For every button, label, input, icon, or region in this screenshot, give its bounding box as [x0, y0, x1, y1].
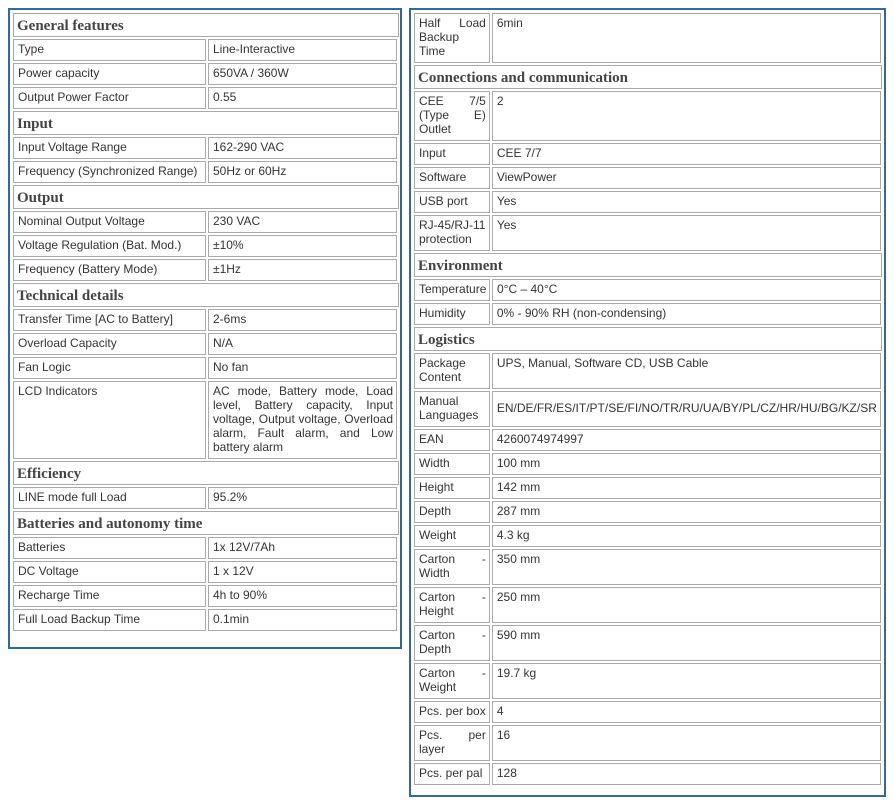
spec-value: 4h to 90%	[208, 585, 397, 607]
spec-label: Fan Logic	[13, 357, 206, 379]
spec-label: Batteries	[13, 537, 206, 559]
spec-label: Pcs. per box	[414, 701, 490, 723]
spec-row	[414, 143, 881, 165]
spec-label: Software	[414, 167, 490, 189]
spec-row	[414, 191, 881, 213]
spec-value: No fan	[208, 357, 397, 379]
spec-value: Yes	[492, 191, 881, 213]
spec-label: DC Voltage	[13, 561, 206, 583]
spec-label: CEE 7/5 (Type E) Outlet	[414, 91, 490, 141]
spec-value: 19.7 kg	[492, 663, 881, 699]
spec-label: Half Load Backup Time	[414, 13, 490, 63]
spec-label: RJ-45/RJ-11 protection	[414, 215, 490, 251]
section-title: Input	[13, 111, 399, 135]
spec-label: Voltage Regulation (Bat. Mod.)	[13, 235, 206, 257]
spec-value: 2	[492, 91, 881, 141]
spec-value: 0°C – 40°C	[492, 279, 881, 301]
spec-row	[414, 279, 881, 301]
spec-row	[13, 63, 397, 85]
spec-row	[414, 167, 881, 189]
spec-value: 0.1min	[208, 609, 397, 631]
spec-value: ±1Hz	[208, 259, 397, 281]
spec-value: 4260074974997	[492, 429, 881, 451]
section-title: Output	[13, 185, 399, 209]
spec-label: Input	[414, 143, 490, 165]
spec-label: Overload Capacity	[13, 333, 206, 355]
spec-value: 4	[492, 701, 881, 723]
spec-value: 142 mm	[492, 477, 881, 499]
spec-value: ViewPower	[492, 167, 881, 189]
specs-panel-left	[8, 8, 402, 649]
spec-label: Temperature	[414, 279, 490, 301]
spec-value: 1x 12V/7Ah	[208, 537, 397, 559]
spec-row	[414, 215, 881, 251]
spec-label: Transfer Time [AC to Battery]	[13, 309, 206, 331]
spec-label: LINE mode full Load	[13, 487, 206, 509]
spec-label: Type	[13, 39, 206, 61]
section-title: Environment	[414, 253, 882, 277]
spec-row	[13, 309, 397, 331]
section-title: Connections and communication	[414, 65, 882, 89]
spec-value: 0% - 90% RH (non-condensing)	[492, 303, 881, 325]
spec-row	[13, 561, 397, 583]
spec-value: 250 mm	[492, 587, 881, 623]
section-title: Batteries and autonomy time	[13, 511, 399, 535]
spec-value: EN/DE/FR/ES/IT/PT/SE/FI/NO/TR/RU/UA/BY/PL/CZ/HR/HU/BG/KZ/SR	[492, 391, 881, 427]
spec-row	[414, 587, 881, 623]
section-title: General features	[13, 13, 399, 37]
spec-label: Humidity	[414, 303, 490, 325]
spec-row	[414, 501, 881, 523]
spec-label: Nominal Output Voltage	[13, 211, 206, 233]
spec-row	[414, 701, 881, 723]
spec-row	[13, 381, 397, 459]
spec-row	[414, 303, 881, 325]
spec-label: Manual Languages	[414, 391, 490, 427]
spec-row	[13, 333, 397, 355]
spec-value: ±10%	[208, 235, 397, 257]
section-title: Logistics	[414, 327, 882, 351]
spec-label: Width	[414, 453, 490, 475]
spec-row	[13, 137, 397, 159]
spec-value: 4.3 kg	[492, 525, 881, 547]
spec-value: 350 mm	[492, 549, 881, 585]
spec-label: USB port	[414, 191, 490, 213]
spec-row	[414, 91, 881, 141]
spec-label: Frequency (Synchronized Range)	[13, 161, 206, 183]
spec-row	[13, 585, 397, 607]
spec-value: 1 x 12V	[208, 561, 397, 583]
spec-row	[13, 87, 397, 109]
spec-label: Carton - Width	[414, 549, 490, 585]
spec-row	[414, 525, 881, 547]
spec-value: 287 mm	[492, 501, 881, 523]
spec-value: 16	[492, 725, 881, 761]
spec-row	[13, 259, 397, 281]
spec-label: Depth	[414, 501, 490, 523]
spec-row	[414, 391, 881, 427]
spec-row	[13, 235, 397, 257]
section-title: Efficiency	[13, 461, 399, 485]
spec-label: Full Load Backup Time	[13, 609, 206, 631]
spec-row	[414, 549, 881, 585]
spec-row	[13, 357, 397, 379]
spec-label: Recharge Time	[13, 585, 206, 607]
spec-label: Power capacity	[13, 63, 206, 85]
spec-row	[414, 429, 881, 451]
spec-value: 0.55	[208, 87, 397, 109]
spec-row	[13, 487, 397, 509]
spec-value: 100 mm	[492, 453, 881, 475]
spec-value: 6min	[492, 13, 881, 63]
spec-label: Package Content	[414, 353, 490, 389]
spec-row	[13, 161, 397, 183]
spec-value: N/A	[208, 333, 397, 355]
spec-label: Height	[414, 477, 490, 499]
spec-value: CEE 7/7	[492, 143, 881, 165]
spec-row	[414, 477, 881, 499]
spec-label: Input Voltage Range	[13, 137, 206, 159]
spec-value: 50Hz or 60Hz	[208, 161, 397, 183]
spec-value: Line-Interactive	[208, 39, 397, 61]
spec-value: 650VA / 360W	[208, 63, 397, 85]
spec-label: Weight	[414, 525, 490, 547]
spec-row	[414, 353, 881, 389]
spec-row	[13, 537, 397, 559]
spec-row	[13, 39, 397, 61]
section-title: Technical details	[13, 283, 399, 307]
spec-row	[414, 13, 881, 63]
spec-row	[414, 453, 881, 475]
spec-value: 95.2%	[208, 487, 397, 509]
spec-row	[414, 625, 881, 661]
spec-value: AC mode, Battery mode, Load level, Battery capacity, Input voltage, Output voltage, Overload alarm, Fault alarm, and Low battery alarm	[208, 381, 397, 459]
spec-label: Carton - Weight	[414, 663, 490, 699]
spec-label: EAN	[414, 429, 490, 451]
spec-label: LCD Indicators	[13, 381, 206, 459]
spec-label: Carton - Depth	[414, 625, 490, 661]
spec-row	[13, 211, 397, 233]
spec-value: 230 VAC	[208, 211, 397, 233]
spec-value: 2-6ms	[208, 309, 397, 331]
spec-label: Pcs. per layer	[414, 725, 490, 761]
spec-row	[414, 763, 881, 785]
spec-label: Carton - Height	[414, 587, 490, 623]
spec-value: 128	[492, 763, 881, 785]
spec-value: 590 mm	[492, 625, 881, 661]
spec-row	[13, 609, 397, 631]
spec-label: Frequency (Battery Mode)	[13, 259, 206, 281]
spec-label: Output Power Factor	[13, 87, 206, 109]
spec-row	[414, 663, 881, 699]
spec-value: Yes	[492, 215, 881, 251]
spec-value: 162-290 VAC	[208, 137, 397, 159]
spec-label: Pcs. per pal	[414, 763, 490, 785]
specs-panel-right	[409, 8, 886, 797]
spec-value: UPS, Manual, Software CD, USB Cable	[492, 353, 881, 389]
spec-row	[414, 725, 881, 761]
